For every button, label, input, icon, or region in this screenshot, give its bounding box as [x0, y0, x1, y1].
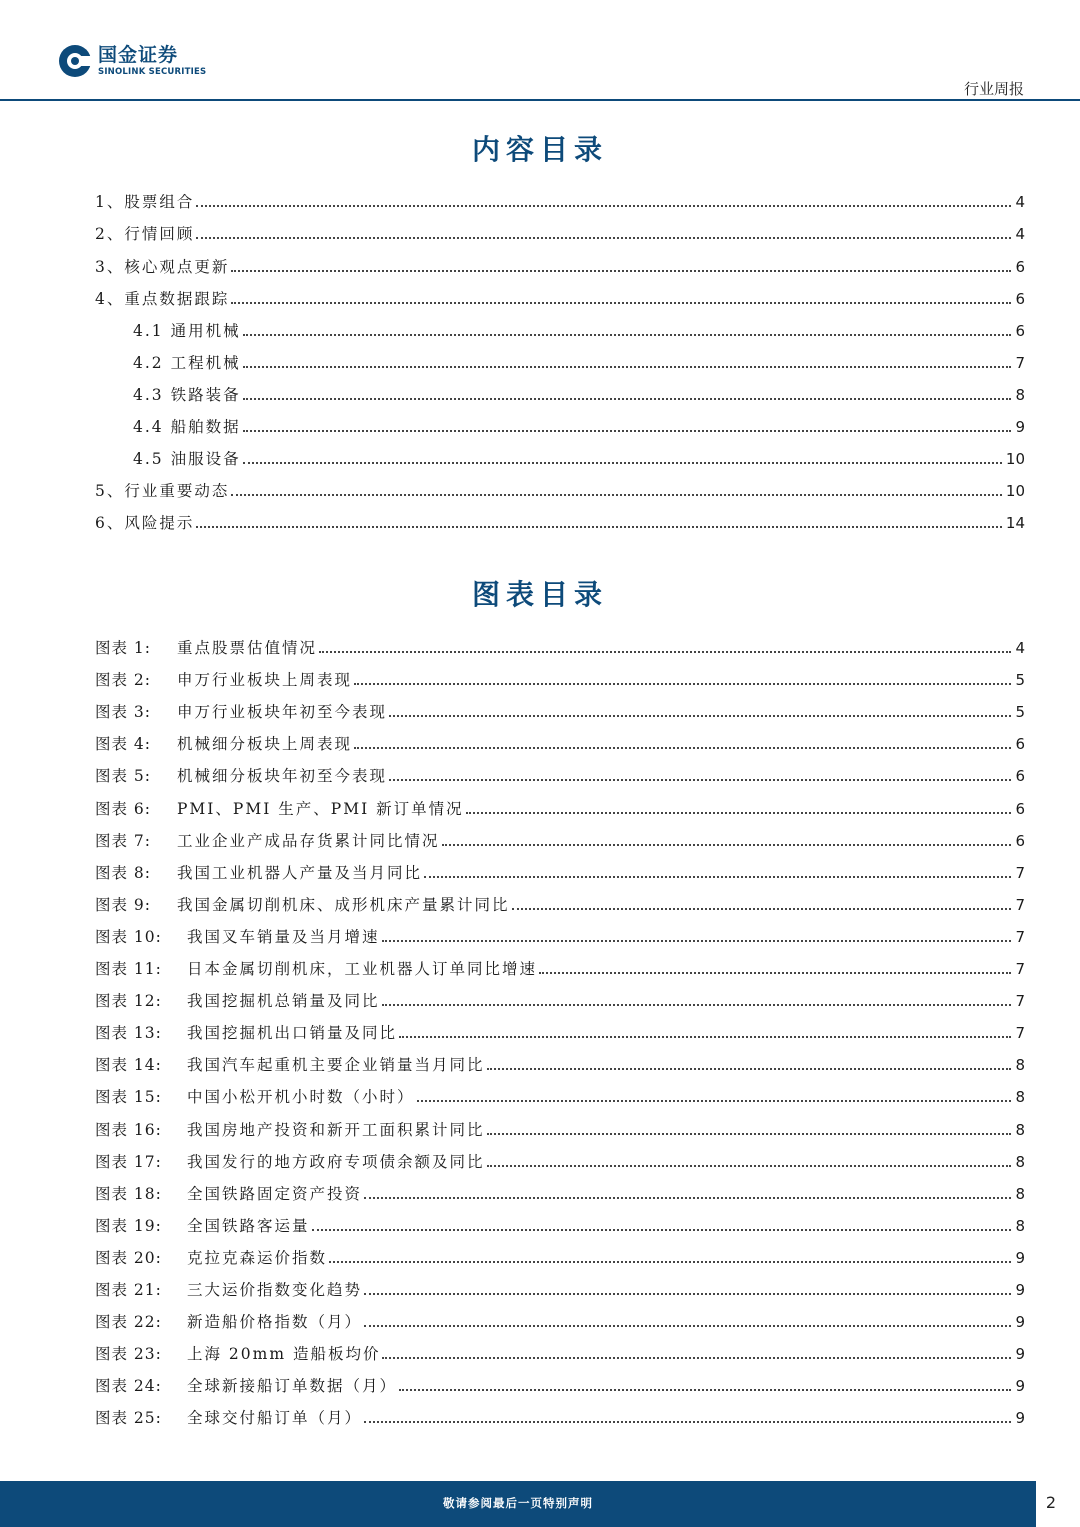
figure-entry-label: 全球新接船订单数据（月） — [187, 1377, 398, 1395]
figure-entry[interactable] — [95, 1083, 1025, 1107]
figure-entry-number: 图表 25: — [95, 1409, 162, 1427]
footer-bar — [0, 1481, 1036, 1527]
figure-entry-number: 图表 1: — [95, 639, 152, 657]
figure-entry-label: 工业企业产成品存货累计同比情况 — [177, 832, 440, 850]
figure-entry-number: 图表 7: — [95, 832, 152, 850]
figure-entry-label: 我国挖掘机总销量及同比 — [187, 992, 380, 1010]
toc-entry-page: 10 — [1005, 450, 1025, 468]
figure-entry-label: PMI、PMI 生产、PMI 新订单情况 — [177, 800, 464, 818]
figure-entry-page: 5 — [1015, 671, 1025, 689]
toc-entry[interactable] — [95, 285, 1025, 309]
figure-entry[interactable] — [95, 859, 1025, 883]
leader-dots — [364, 1197, 1011, 1199]
leader-dots — [399, 1036, 1011, 1038]
figure-entry-label: 三大运价指数变化趋势 — [187, 1281, 363, 1299]
figure-entry-label: 全球交付船订单（月） — [187, 1409, 363, 1427]
leader-dots — [487, 1165, 1012, 1167]
leader-dots — [512, 908, 1012, 910]
figure-entry[interactable] — [95, 698, 1025, 722]
leader-dots — [354, 683, 1011, 685]
leader-dots — [466, 812, 1012, 814]
figure-entry[interactable] — [95, 1019, 1025, 1043]
leader-dots — [329, 1261, 1011, 1263]
figure-entry-page: 9 — [1015, 1377, 1025, 1395]
leader-dots — [312, 1229, 1012, 1231]
toc-entry[interactable] — [133, 317, 1025, 341]
leader-dots — [382, 1357, 1011, 1359]
figure-entry-page: 9 — [1015, 1313, 1025, 1331]
figure-entry-page: 9 — [1015, 1281, 1025, 1299]
figure-entry-label: 全国铁路固定资产投资 — [187, 1185, 363, 1203]
figure-entry-number: 图表 8: — [95, 864, 152, 882]
figure-entry-page: 9 — [1015, 1345, 1025, 1363]
figure-entry-label: 我国金属切削机床、成形机床产量累计同比 — [177, 896, 510, 914]
figure-entry[interactable] — [95, 666, 1025, 690]
leader-dots — [243, 462, 1002, 464]
toc-title: 内容目录 — [471, 133, 608, 166]
leader-dots — [243, 430, 1012, 432]
figure-entry-page: 5 — [1015, 703, 1025, 721]
page-footer — [0, 1481, 1080, 1527]
toc-entry-label: 4、重点数据跟踪 — [95, 290, 230, 308]
toc-entry-page: 4 — [1015, 225, 1025, 243]
leader-dots — [539, 972, 1011, 974]
leader-dots — [243, 334, 1012, 336]
figure-entry-label: 我国房地产投资和新开工面积累计同比 — [187, 1121, 485, 1139]
figure-entry-number: 图表 15: — [95, 1088, 162, 1106]
header-divider — [0, 99, 1080, 101]
figure-entry-page: 8 — [1015, 1056, 1025, 1074]
toc-entry-page: 8 — [1015, 386, 1025, 404]
figure-entry-label: 日本金属切削机床，工业机器人订单同比增速 — [187, 960, 538, 978]
toc-entry-page: 6 — [1015, 290, 1025, 308]
figure-entry-label: 我国发行的地方政府专项债余额及同比 — [187, 1153, 485, 1171]
toc-entry-page: 14 — [1005, 514, 1025, 532]
figure-entry[interactable] — [95, 795, 1025, 819]
toc-entry-page: 9 — [1015, 418, 1025, 436]
toc-entry-label: 2、行情回顾 — [95, 225, 195, 243]
figure-entry-page: 7 — [1015, 1024, 1025, 1042]
report-type-label: 行业周报 — [963, 80, 1024, 98]
toc-entry-label: 5、行业重要动态 — [95, 482, 230, 500]
figure-entry-number: 图表 23: — [95, 1345, 162, 1363]
toc-entry-label: 3、核心观点更新 — [95, 258, 230, 276]
leader-dots — [196, 526, 1002, 528]
figure-entry-number: 图表 3: — [95, 703, 152, 721]
logo-chinese-name: 国金证券 — [98, 44, 179, 66]
figure-entry-number: 图表 4: — [95, 735, 152, 753]
figure-entry-number: 图表 5: — [95, 767, 152, 785]
toc-entry-label: 4.3 铁路装备 — [133, 386, 241, 404]
leader-dots — [364, 1293, 1011, 1295]
figure-entry-number: 图表 12: — [95, 992, 162, 1010]
figure-entry[interactable] — [95, 1276, 1025, 1300]
toc-entry[interactable] — [133, 381, 1025, 405]
figure-entry[interactable] — [95, 827, 1025, 851]
figure-entry-number: 图表 14: — [95, 1056, 162, 1074]
figure-entry-label: 我国叉车销量及当月增速 — [187, 928, 380, 946]
leader-dots — [243, 398, 1012, 400]
figure-entry[interactable] — [95, 955, 1025, 979]
toc-entry-label: 4.2 工程机械 — [133, 354, 241, 372]
figure-entry-number: 图表 24: — [95, 1377, 162, 1395]
leader-dots — [417, 1100, 1012, 1102]
leader-dots — [487, 1133, 1012, 1135]
leader-dots — [231, 302, 1011, 304]
toc-entry-label: 1、股票组合 — [95, 193, 195, 211]
figure-entry-number: 图表 13: — [95, 1024, 162, 1042]
leader-dots — [354, 747, 1011, 749]
leader-dots — [487, 1068, 1012, 1070]
figure-entry-page: 7 — [1015, 928, 1025, 946]
figure-entry-number: 图表 19: — [95, 1217, 162, 1235]
figure-entry-page: 6 — [1015, 832, 1025, 850]
figure-entry-label: 克拉克森运价指数 — [187, 1249, 328, 1267]
toc-entry-label: 6、风险提示 — [95, 514, 195, 532]
figure-entry-label: 我国汽车起重机主要企业销量当月同比 — [187, 1056, 485, 1074]
figure-entry-page: 9 — [1015, 1409, 1025, 1427]
toc-entry-page: 4 — [1015, 193, 1025, 211]
leader-dots — [389, 779, 1011, 781]
figure-entry[interactable] — [95, 762, 1025, 786]
figure-entry-label: 中国小松开机小时数（小时） — [187, 1088, 415, 1106]
figure-entry-page: 6 — [1015, 800, 1025, 818]
figure-entry[interactable] — [95, 1340, 1025, 1364]
leader-dots — [382, 940, 1012, 942]
leader-dots — [424, 876, 1011, 878]
toc-entry[interactable] — [133, 413, 1025, 437]
figure-entry-label: 机械细分板块年初至今表现 — [177, 767, 388, 785]
figure-entry[interactable] — [95, 730, 1025, 754]
figure-entry[interactable] — [95, 1180, 1025, 1204]
leader-dots — [364, 1421, 1011, 1423]
figure-entry-page: 7 — [1015, 960, 1025, 978]
figure-entry-number: 图表 20: — [95, 1249, 162, 1267]
toc-entry-label: 4.1 通用机械 — [133, 322, 241, 340]
toc-entry-page: 7 — [1015, 354, 1025, 372]
figure-entry-page: 8 — [1015, 1088, 1025, 1106]
leader-dots — [196, 237, 1011, 239]
leader-dots — [243, 366, 1012, 368]
page-header — [0, 0, 1080, 102]
toc-entry[interactable] — [133, 445, 1025, 469]
figures-title: 图表目录 — [471, 578, 608, 611]
sinolink-logo-icon — [58, 44, 92, 78]
figure-entry[interactable] — [95, 1212, 1025, 1236]
figure-entry-number: 图表 9: — [95, 896, 152, 914]
toc-entry-page: 6 — [1015, 258, 1025, 276]
figure-entry-number: 图表 17: — [95, 1153, 162, 1171]
figure-entry-label: 申万行业板块上周表现 — [177, 671, 353, 689]
figure-entry-label: 我国挖掘机出口销量及同比 — [187, 1024, 398, 1042]
figure-entry-page: 8 — [1015, 1121, 1025, 1139]
figure-entry-page: 7 — [1015, 992, 1025, 1010]
figure-entry-page: 8 — [1015, 1185, 1025, 1203]
figure-entry-number: 图表 16: — [95, 1121, 162, 1139]
figure-entry-page: 8 — [1015, 1153, 1025, 1171]
leader-dots — [319, 651, 1011, 653]
figure-entry[interactable] — [95, 1244, 1025, 1268]
figure-entry[interactable] — [95, 634, 1025, 658]
toc-entry-label: 4.4 船舶数据 — [133, 418, 241, 436]
figure-entry-number: 图表 22: — [95, 1313, 162, 1331]
toc-entry[interactable] — [95, 188, 1025, 212]
figure-entry-label: 全国铁路客运量 — [187, 1217, 310, 1235]
leader-dots — [442, 844, 1012, 846]
figure-entry-page: 7 — [1015, 864, 1025, 882]
figure-entry-number: 图表 2: — [95, 671, 152, 689]
footer-disclaimer: 敬请参阅最后一页特别声明 — [443, 1496, 593, 1510]
leader-dots — [364, 1325, 1011, 1327]
leader-dots — [382, 1004, 1012, 1006]
figure-entry-label: 机械细分板块上周表现 — [177, 735, 353, 753]
figure-entry-page: 4 — [1015, 639, 1025, 657]
figure-entry[interactable] — [95, 1148, 1025, 1172]
figure-entry-page: 7 — [1015, 896, 1025, 914]
figure-entry[interactable] — [95, 1116, 1025, 1140]
figure-entry[interactable] — [95, 1051, 1025, 1075]
figure-entry-number: 图表 11: — [95, 960, 162, 978]
page-number: 2 — [1045, 1493, 1056, 1512]
figure-entry-page: 8 — [1015, 1217, 1025, 1235]
figure-entry-label: 我国工业机器人产量及当月同比 — [177, 864, 423, 882]
leader-dots — [389, 715, 1011, 717]
toc-entry[interactable] — [95, 509, 1025, 533]
toc-entry[interactable] — [95, 477, 1025, 501]
company-logo — [58, 44, 258, 84]
figure-entry-page: 9 — [1015, 1249, 1025, 1267]
figure-entry[interactable] — [95, 1404, 1025, 1428]
figure-entry[interactable] — [95, 1372, 1025, 1396]
figure-entry[interactable] — [95, 1308, 1025, 1332]
leader-dots — [231, 270, 1011, 272]
logo-english-name: SINOLINK SECURITIES — [98, 67, 207, 77]
toc-entry[interactable] — [95, 253, 1025, 277]
figure-entry[interactable] — [95, 891, 1025, 915]
figure-entry[interactable] — [95, 987, 1025, 1011]
figure-entry-label: 重点股票估值情况 — [177, 639, 318, 657]
toc-entry-page: 6 — [1015, 322, 1025, 340]
figure-entry-number: 图表 21: — [95, 1281, 162, 1299]
figure-entry-number: 图表 6: — [95, 800, 152, 818]
figure-entry-number: 图表 10: — [95, 928, 162, 946]
figure-entry-page: 6 — [1015, 735, 1025, 753]
figure-entry-label: 上海 20mm 造船板均价 — [187, 1345, 381, 1363]
toc-entry[interactable] — [133, 349, 1025, 373]
figure-entry-number: 图表 18: — [95, 1185, 162, 1203]
figure-entry-label: 新造船价格指数（月） — [187, 1313, 363, 1331]
leader-dots — [196, 205, 1011, 207]
figure-entry-label: 申万行业板块年初至今表现 — [177, 703, 388, 721]
leader-dots — [231, 494, 1002, 496]
leader-dots — [399, 1389, 1011, 1391]
figure-entry[interactable] — [95, 923, 1025, 947]
toc-entry-label: 4.5 油服设备 — [133, 450, 241, 468]
figure-entry-page: 6 — [1015, 767, 1025, 785]
toc-entry-page: 10 — [1005, 482, 1025, 500]
toc-entry[interactable] — [95, 220, 1025, 244]
